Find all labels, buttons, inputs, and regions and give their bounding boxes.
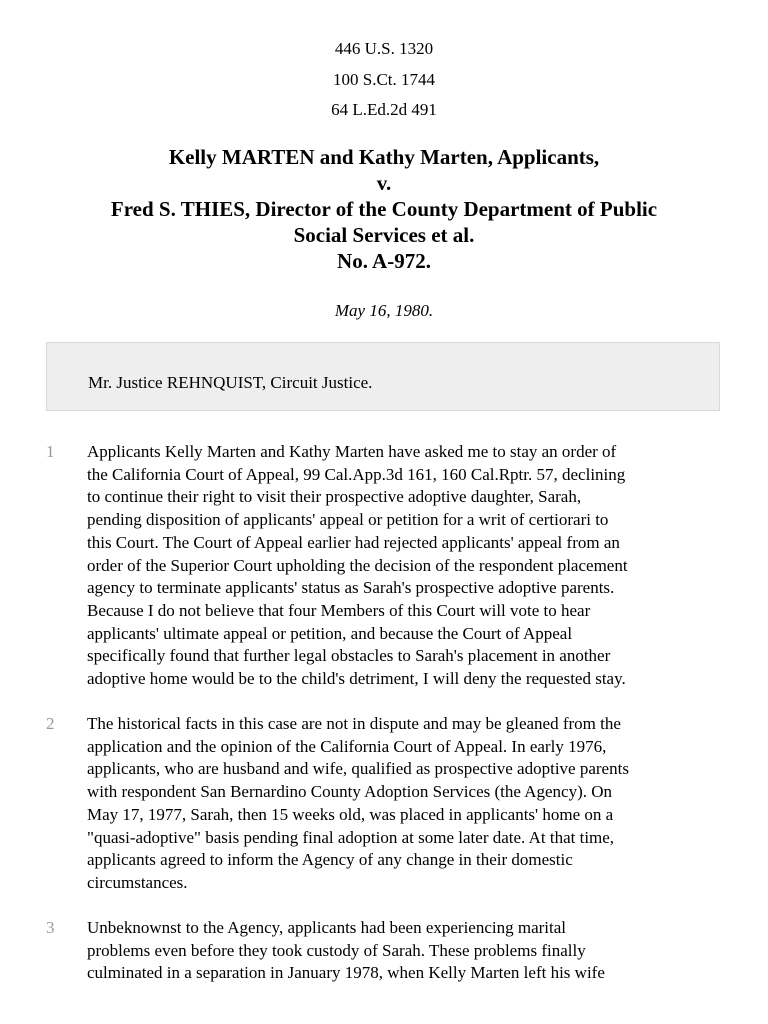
text-line: to continue their right to visit their prospective adoptive daughter, Sarah,	[87, 487, 582, 507]
text-line: application and the opinion of the California Court of Appeal. In early 1976,	[87, 736, 607, 756]
text-line: "quasi-adoptive" basis pending final adoption at some later date. At that time,	[87, 827, 615, 847]
citation-lawyers-edition: 64 L.Ed.2d 491	[331, 100, 437, 119]
text-line: the California Court of Appeal, 99 Cal.App.3d 161, 160 Cal.Rptr. 57, declining	[87, 464, 626, 484]
text-line: The historical facts in this case are not in dispute and may be gleaned from the	[87, 714, 621, 733]
text-line: order of the Superior Court upholding the decision of the respondent placement	[87, 555, 628, 575]
citations	[0, 34, 768, 126]
text-line: circumstances.	[87, 872, 188, 892]
case-number: No. A-972.	[337, 249, 431, 273]
text-line: May 17, 1977, Sarah, then 15 weeks old, was placed in applicants' home on a	[87, 804, 614, 824]
case-title-line: Kelly MARTEN and Kathy Marten, Applicants,	[168, 145, 600, 169]
justice-box	[46, 342, 720, 411]
case-title-line: v.	[376, 171, 392, 195]
paragraph-number: 2	[46, 714, 55, 733]
paragraph-number: 1	[46, 442, 55, 461]
decision-date: May 16, 1980.	[334, 301, 434, 320]
text-line: Unbeknownst to the Agency, applicants had been experiencing marital	[87, 918, 566, 937]
text-line: pending disposition of applicants' appeal or petition for a writ of certiorari to	[87, 510, 609, 530]
text-line: applicants' ultimate appeal or petition, and because the Court of Appeal	[87, 623, 573, 643]
paragraph-number: 3	[46, 918, 55, 937]
justice-label: Mr. Justice REHNQUIST, Circuit Justice.	[88, 373, 373, 392]
paragraph-text	[87, 713, 727, 895]
text-line: problems even before they took custody of Sarah. These problems finally	[87, 940, 586, 960]
citation-supreme-court-reporter: 100 S.Ct. 1744	[332, 69, 436, 89]
text-line: this Court. The Court of Appeal earlier had rejected applicants' appeal from an	[87, 532, 620, 552]
text-line: specifically found that further legal obstacles to Sarah's placement in another	[87, 646, 611, 666]
paragraph-text	[87, 441, 727, 691]
text-line: applicants agreed to inform the Agency of any change in their domestic	[87, 850, 573, 870]
case-title-line: Social Services et al.	[293, 223, 475, 247]
text-line: applicants, who are husband and wife, qualified as prospective adoptive parents	[87, 759, 629, 779]
case-title-line: Fred S. THIES, Director of the County Department of Public	[110, 197, 658, 221]
text-line: Applicants Kelly Marten and Kathy Marten have asked me to stay an order of	[87, 442, 617, 461]
text-line: adoptive home would be to the child's detriment, I will deny the requested stay.	[87, 669, 626, 689]
citation-us-reports: 446 U.S. 1320	[334, 39, 434, 58]
case-title	[40, 144, 728, 274]
text-line: with respondent San Bernardino County Adoption Services (the Agency). On	[87, 782, 613, 802]
text-line: Because I do not believe that four Members of this Court will vote to hear	[87, 600, 591, 620]
text-line: agency to terminate applicants' status as Sarah's prospective adoptive parents.	[87, 578, 615, 598]
paragraph-text	[87, 917, 727, 985]
text-line: culminated in a separation in January 1978, when Kelly Marten left his wife	[87, 963, 605, 983]
